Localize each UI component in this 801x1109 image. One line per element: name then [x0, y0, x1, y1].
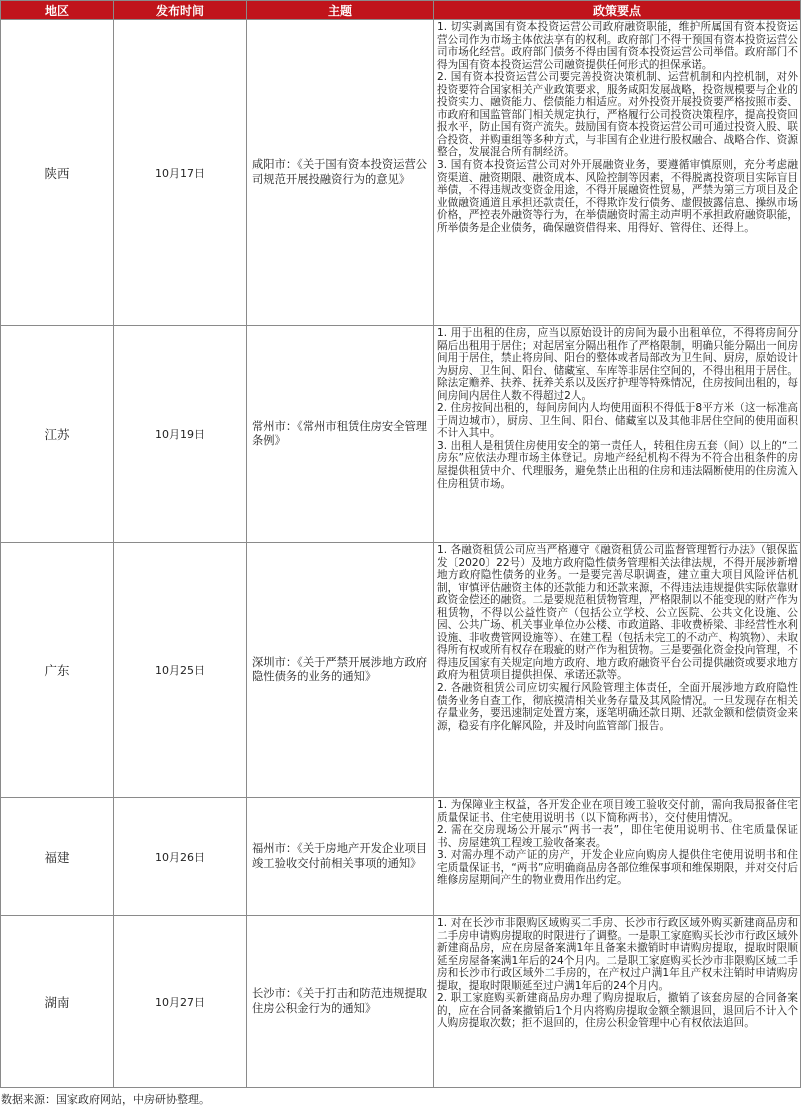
policy-points-cell — [434, 916, 801, 1088]
header-policy-points: 政策要点 — [434, 1, 801, 20]
policy-point: 3. 对需办理不动产证的房产，开发企业应向购房人提供住宅使用说明书和住宅质量保证书，“两书”应明确商品房各部位维保事项和维保期限，并对交付后维修房屋期间产生的物业费用作出约定。 — [437, 849, 798, 887]
date-cell: 10月27日 — [114, 916, 247, 1088]
policy-point: 2. 住房按间出租的，每间房间内人均使用面积不得低于8平方米（这一标准高于周边城市），厨房、卫生间、阳台、储藏室以及其他非居住空间的使用面积不计入其中。 — [437, 402, 798, 440]
subject-cell: 咸阳市：《关于国有资本投资运营公司规范开展投融资行为的意见》 — [247, 20, 434, 326]
subject-cell: 常州市：《常州市租赁住房安全管理条例》 — [247, 326, 434, 543]
policy-point: 3. 出租人是租赁住房使用安全的第一责任人，转租住房五套（间）以上的“二房东”应依法办理市场主体登记。房地产经纪机构不得为不符合出租条件的房屋提供租赁中介、代理服务，避免禁止出租的住房和违法隔断使用的住房流入住房租赁市场。 — [437, 439, 798, 490]
region-cell: 广东 — [1, 543, 114, 798]
region-cell: 江苏 — [1, 326, 114, 543]
date-cell: 10月19日 — [114, 326, 247, 543]
table-header-row — [1, 1, 801, 20]
policy-point: 2. 需在交房现场公开展示“两书一表”，即住宅使用说明书、住宅质量保证书、房屋建筑工程竣工验收备案表。 — [437, 824, 798, 849]
policy-point: 1. 各融资租赁公司应当严格遵守《融资租赁公司监督管理暂行办法》（银保监发〔2020〕22号）及地方政府隐性债务管理相关法律法规，不得开展涉新增地方政府隐性债务的业务。一是要完善尽职调查，建立重大项目风险评估机制，审慎评估融资主体的还款能力和还款来源，不得违法违规提供实际依靠财政资金偿还的融资。二是要规范租赁物管理，严格限制以不能变现的财产作为租赁物，不得以公益性资产（包括公立学校、公立医院、公共文化设施、公园、公共广场、机关事业单位办公楼、市政道路、非收费桥梁、非经营性水利设施、非收费管网设施等）、在建工程（包括未完工的不动产、构筑物）、未取得所有权或所有权存在瑕疵的财产作为租赁物。三是要强化资金投向管理，不得违反国家有关规定向地方政府、地方政府融资平台公司提供融资或要求地方政府为租赁项目提供担保、承诺还款等。 — [437, 544, 798, 682]
header-subject: 主题 — [247, 1, 434, 20]
table-row — [1, 543, 801, 798]
date-cell: 10月26日 — [114, 798, 247, 916]
region-cell: 福建 — [1, 798, 114, 916]
date-cell: 10月25日 — [114, 543, 247, 798]
policy-point: 2. 各融资租赁公司应切实履行风险管理主体责任，全面开展涉地方政府隐性债务业务自查工作，彻底摸清相关业务存量及其风险情况。一旦发现存在相关存量业务，要迅速制定处置方案，逐笔明确还款日期、还款金额和偿债资金来源，稳妥有序化解风险，并及时向监管部门报告。 — [437, 682, 798, 732]
table-row — [1, 798, 801, 916]
policy-point: 3. 国有资本投资运营公司对外开展融资业务，要遵循审慎原则，充分考虑融资渠道、融资期限、融资成本、风险控制等因素，不得脱离投资项目实际盲目举债，不得违规改变资金用途，不得开展融资性贸易，严禁为第三方项目及企业做融资通道且承担还款责任，不得欺诈发行债务、虚假披露信息、操纵市场价格，严控表外融资等行为，在举债融资时需主动声明不承担政府融资职能，所举债务是企业债务，确保融资借得来、用得好、管得住、还得上。 — [437, 159, 798, 234]
policy-point: 2. 国有资本投资运营公司要完善投资决策机制、运营机制和内控机制，对外投资要符合国家相关产业政策要求，服务咸阳发展战略，投资规模要与企业的投资实力、融资能力、偿债能力相适应。对外投资开展投资要严格按照市委、市政府和国监管部门相关规定执行，严格履行公司投资决策程序，提高投资回报水平，防止国有资产流失。鼓励国有资本投资运营公司可通过投资入股、联合投资、并购重组等多种方式，与非国有企业进行股权融合、战略合作、资源整合，发展混合所有制经济。 — [437, 71, 798, 159]
header-date: 发布时间 — [114, 1, 247, 20]
region-cell: 湖南 — [1, 916, 114, 1088]
policy-point: 2. 职工家庭购买新建商品房办理了购房提取后，撤销了该套房屋的合同备案的，应在合同备案撤销后1个月内将购房提取金额全额退回，退回后不计入个人购房提取次数；拒不退回的，住房公积金管理中心有权依法追回。 — [437, 992, 798, 1030]
subject-cell: 福州市：《关于房地产开发企业项目竣工验收交付前相关事项的通知》 — [247, 798, 434, 916]
date-cell: 10月17日 — [114, 20, 247, 326]
policy-point: 1. 用于出租的住房，应当以原始设计的房间为最小出租单位，不得将房间分隔后出租用于居住；对起居室分隔出租作了严格限制，明确只能分隔出一间房间用于居住，禁止将房间、阳台的整体或者局部改为卫生间、厨房，原始设计为厨房、卫生间、阳台、储藏室、车库等非居住空间的，不得出租用于居住。除法定赡养、扶养、抚养关系以及医疗护理等特殊情况，住房按间出租的，每间房间内居住人数不得超过2人。 — [437, 327, 798, 402]
table-row — [1, 326, 801, 543]
policy-point: 1. 切实剥离国有资本投资运营公司政府融资职能，维护所属国有资本投资运营公司作为市场主体依法享有的权利。政府部门不得干预国有资本投资运营公司市场化经营。政府部门债务不得由国有资本投资运营公司举借。政府部门不得为国有资本投资运营公司融资提供任何形式的担保承诺。 — [437, 21, 798, 71]
subject-cell: 深圳市：《关于严禁开展涉地方政府隐性债务的业务的通知》 — [247, 543, 434, 798]
policy-point: 1. 对在长沙市非限购区域购买二手房、长沙市行政区域外购买新建商品房和二手房申请购房提取的时限进行了调整。一是职工家庭购买长沙市行政区域外新建商品房，应在房屋备案满1年且备案未撤销时申请购房提取，提取时限顺延至房屋备案满1年后的24个月内。二是职工家庭购买长沙市非限购区域二手房和长沙市行政区域外二手房的，在产权过户满1年且产权未注销时申请购房提取，提取时限顺延至过户满1年后的24个月内。 — [437, 917, 798, 992]
policy-points-cell — [434, 20, 801, 326]
source-note: 数据来源：国家政府网站，中房研协整理。 — [1, 1093, 210, 1106]
subject-cell: 长沙市：《关于打击和防范违规提取住房公积金行为的通知》 — [247, 916, 434, 1088]
policy-points-cell — [434, 798, 801, 916]
policy-point: 1. 为保障业主权益，各开发企业在项目竣工验收交付前，需向我局报备住宅质量保证书、住宅使用说明书（以下简称两书），交付使用情况。 — [437, 799, 798, 824]
region-cell: 陕西 — [1, 20, 114, 326]
policy-points-cell — [434, 326, 801, 543]
table-row — [1, 20, 801, 326]
policy-points-cell — [434, 543, 801, 798]
header-region: 地区 — [1, 1, 114, 20]
table-row — [1, 916, 801, 1088]
